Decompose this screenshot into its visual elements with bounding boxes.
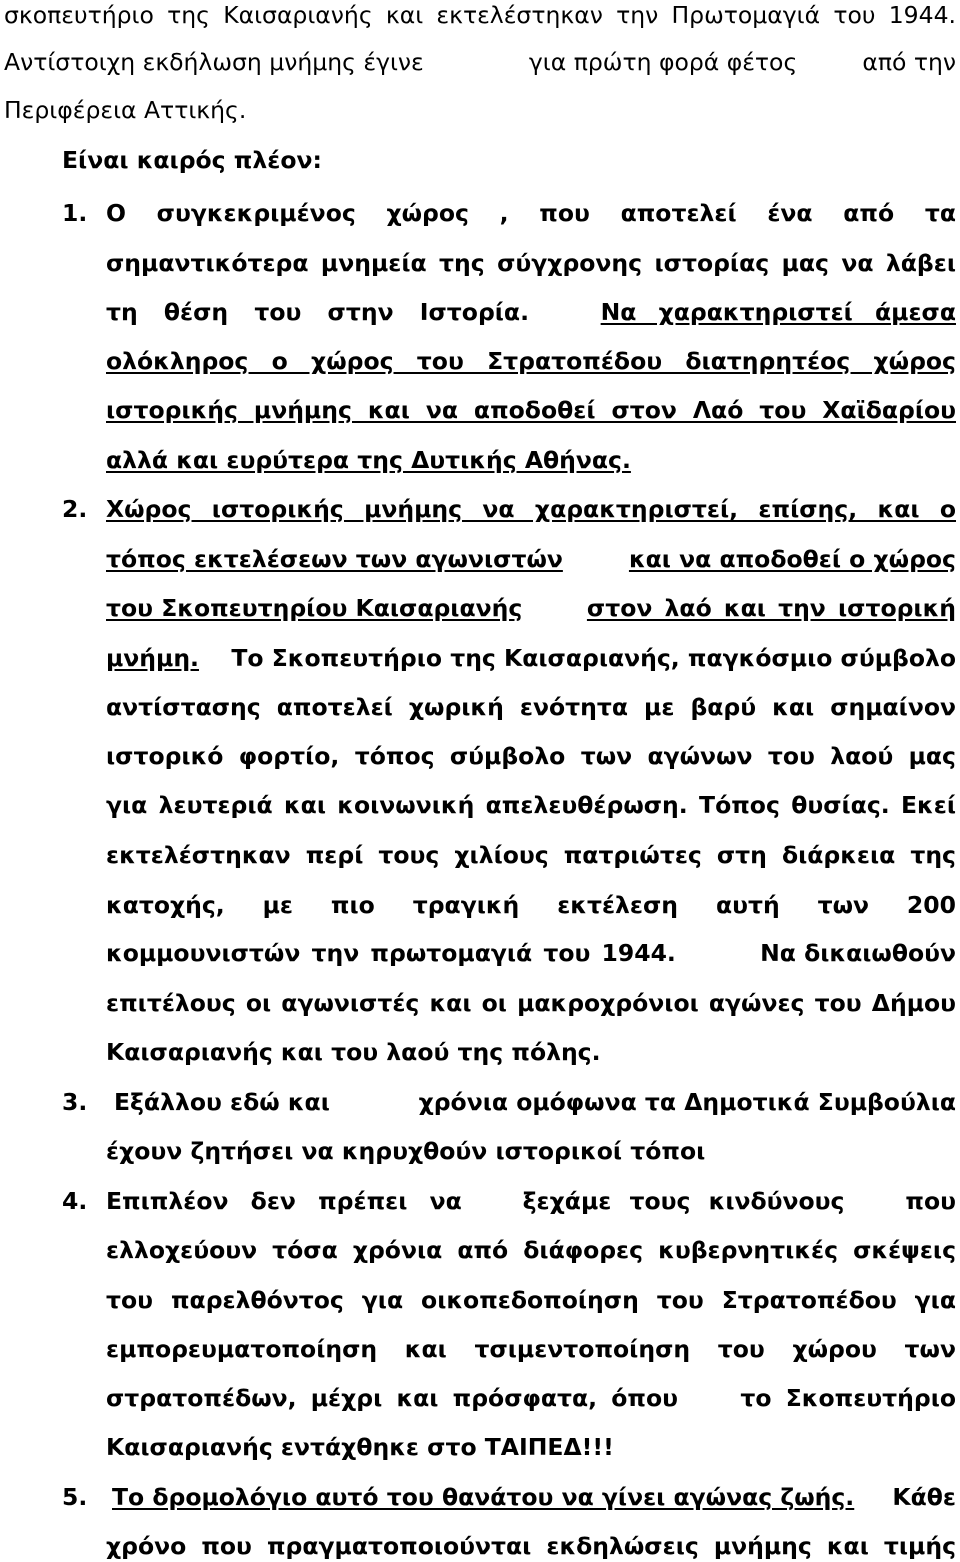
item-1-line-6: αλλά και ευρύτερα της Δυτικής Αθήνας. bbox=[106, 446, 631, 474]
item-number-3: 3. bbox=[62, 1088, 88, 1116]
item-number-1: 1. bbox=[62, 199, 88, 227]
item-4-line-4: εμπορευματοποίηση και τσιμεντοποίηση του χώρου των bbox=[106, 1335, 956, 1363]
intro-line-2-part-c: από την bbox=[862, 48, 956, 76]
item-1-line-3 bbox=[106, 297, 956, 327]
item-1-line-4: ολόκληρος ο χώρος του Στρατοπέδου διατηρητέος χώρος bbox=[106, 347, 956, 375]
item-4-line-1-part-a: Επιπλέον δεν πρέπει να bbox=[106, 1187, 462, 1215]
item-1-line-3-plain: τη θέση του στην Ιστορία. bbox=[106, 298, 529, 326]
item-2-line-3-part-b: στον λαό και την ιστορική bbox=[586, 594, 956, 622]
item-4-line-3: του παρελθόντος για οικοπεδοποίηση του Στρατοπέδου για bbox=[106, 1286, 956, 1314]
item-2-line-6: ιστορικό φορτίο, τόπος σύμβολο των αγώνων του λαού μας bbox=[106, 742, 956, 770]
item-4-line-5 bbox=[106, 1383, 956, 1413]
item-2-line-2 bbox=[106, 544, 956, 574]
item-2-line-10-part-b: Να δικαιωθούν bbox=[760, 939, 956, 967]
item-2-line-1: Χώρος ιστορικής μνήμης να χαρακτηριστεί, επίσης, και ο bbox=[106, 495, 956, 523]
item-2-line-4-plain: Το Σκοπευτήριο της Καισαριανής, παγκόσμιο σύμβολο bbox=[231, 644, 956, 672]
item-2-line-3-part-a: του Σκοπευτηρίου Καισαριανής bbox=[106, 594, 523, 622]
item-2-line-4-underlined: μνήμη. bbox=[106, 644, 199, 672]
item-2-line-9: κατοχής, με πιο τραγική εκτέλεση αυτή των 200 bbox=[106, 891, 956, 919]
intro-line-1: σκοπευτήριο της Καισαριανής και εκτελέστηκαν την Πρωτομαγιά του 1944. bbox=[4, 1, 956, 29]
item-2-line-5: αντίστασης αποτελεί χωρική ενότητα με βαρύ και σημαίνον bbox=[106, 693, 956, 721]
item-2-line-10-part-a: κομμουνιστών την πρωτομαγιά του 1944. bbox=[106, 939, 676, 967]
item-number-2: 2. bbox=[62, 495, 88, 523]
item-2-line-12: Καισαριανής και του λαού της πόλης. bbox=[106, 1038, 601, 1066]
item-5-line-1 bbox=[106, 1482, 956, 1512]
item-5-line-1-plain: Κάθε bbox=[892, 1483, 956, 1511]
item-1-line-3-underlined: Να χαρακτηριστεί άμεσα bbox=[600, 298, 956, 326]
section-heading: Είναι καιρός πλέον: bbox=[62, 146, 322, 174]
item-2-line-3 bbox=[106, 593, 956, 623]
intro-line-3: Περιφέρεια Αττικής. bbox=[4, 96, 247, 124]
item-1-line-2: σημαντικότερα μνημεία της σύγχρονης ιστορίας μας να λάβει bbox=[106, 249, 956, 277]
item-3-line-1-part-b: χρόνια ομόφωνα τα Δημοτικά Συμβούλια bbox=[418, 1088, 956, 1116]
item-3-line-1 bbox=[106, 1087, 956, 1117]
item-2-line-7: για λευτεριά και κοινωνική απελευθέρωση. Τόπος θυσίας. Εκεί bbox=[106, 791, 956, 819]
item-4-line-1-part-b: ξεχάμε τους κινδύνους bbox=[522, 1187, 845, 1215]
item-5-line-1-underlined: Το δρομολόγιο αυτό του θανάτου να γίνει αγώνας ζωής. bbox=[112, 1483, 855, 1511]
item-2-line-10 bbox=[106, 938, 956, 968]
item-1-line-5: ιστορικής μνήμης και να αποδοθεί στον Λαό του Χαϊδαρίου bbox=[106, 396, 956, 424]
item-4-line-1 bbox=[106, 1186, 956, 1216]
item-3-line-2: έχουν ζητήσει να κηρυχθούν ιστορικοί τόποι bbox=[106, 1137, 706, 1165]
item-2-line-11: επιτέλους οι αγωνιστές και οι μακροχρόνιοι αγώνες του Δήμου bbox=[106, 989, 956, 1017]
item-5-line-2: χρόνο που πραγματοποιούνται εκδηλώσεις μνήμης και τιμής bbox=[106, 1532, 956, 1560]
item-2-line-4 bbox=[106, 643, 956, 673]
intro-line-2-part-a: Αντίστοιχη εκδήλωση μνήμης έγινε bbox=[4, 48, 424, 76]
item-2-line-2-part-a: τόπος εκτελέσεων των αγωνιστών bbox=[106, 545, 563, 573]
intro-line-2-part-b: για πρώτη φορά φέτος bbox=[528, 48, 798, 76]
item-4-line-1-part-c: που bbox=[905, 1187, 956, 1215]
item-4-line-2: ελλοχεύουν τόσα χρόνια από διάφορες κυβερνητικές σκέψεις bbox=[106, 1236, 956, 1264]
item-2-line-2-part-b: και να αποδοθεί ο χώρος bbox=[628, 545, 956, 573]
item-2-line-8: εκτελέστηκαν περί τους χιλίους πατριώτες στη διάρκεια της bbox=[106, 841, 956, 869]
item-1-line-1: Ο συγκεκριμένος χώρος , που αποτελεί ένα από τα bbox=[106, 199, 956, 227]
item-number-5: 5. bbox=[62, 1483, 88, 1511]
item-3-line-1-part-a: Εξάλλου εδώ και bbox=[114, 1088, 330, 1116]
item-4-line-5-part-b: το Σκοπευτήριο bbox=[740, 1384, 956, 1412]
item-4-line-5-part-a: στρατοπέδων, μέχρι και πρόσφατα, όπου bbox=[106, 1384, 679, 1412]
item-4-line-6: Καισαριανής εντάχθηκε στο ΤΑΙΠΕΔ!!! bbox=[106, 1433, 614, 1461]
intro-line-2 bbox=[4, 47, 956, 77]
item-number-4: 4. bbox=[62, 1187, 88, 1215]
